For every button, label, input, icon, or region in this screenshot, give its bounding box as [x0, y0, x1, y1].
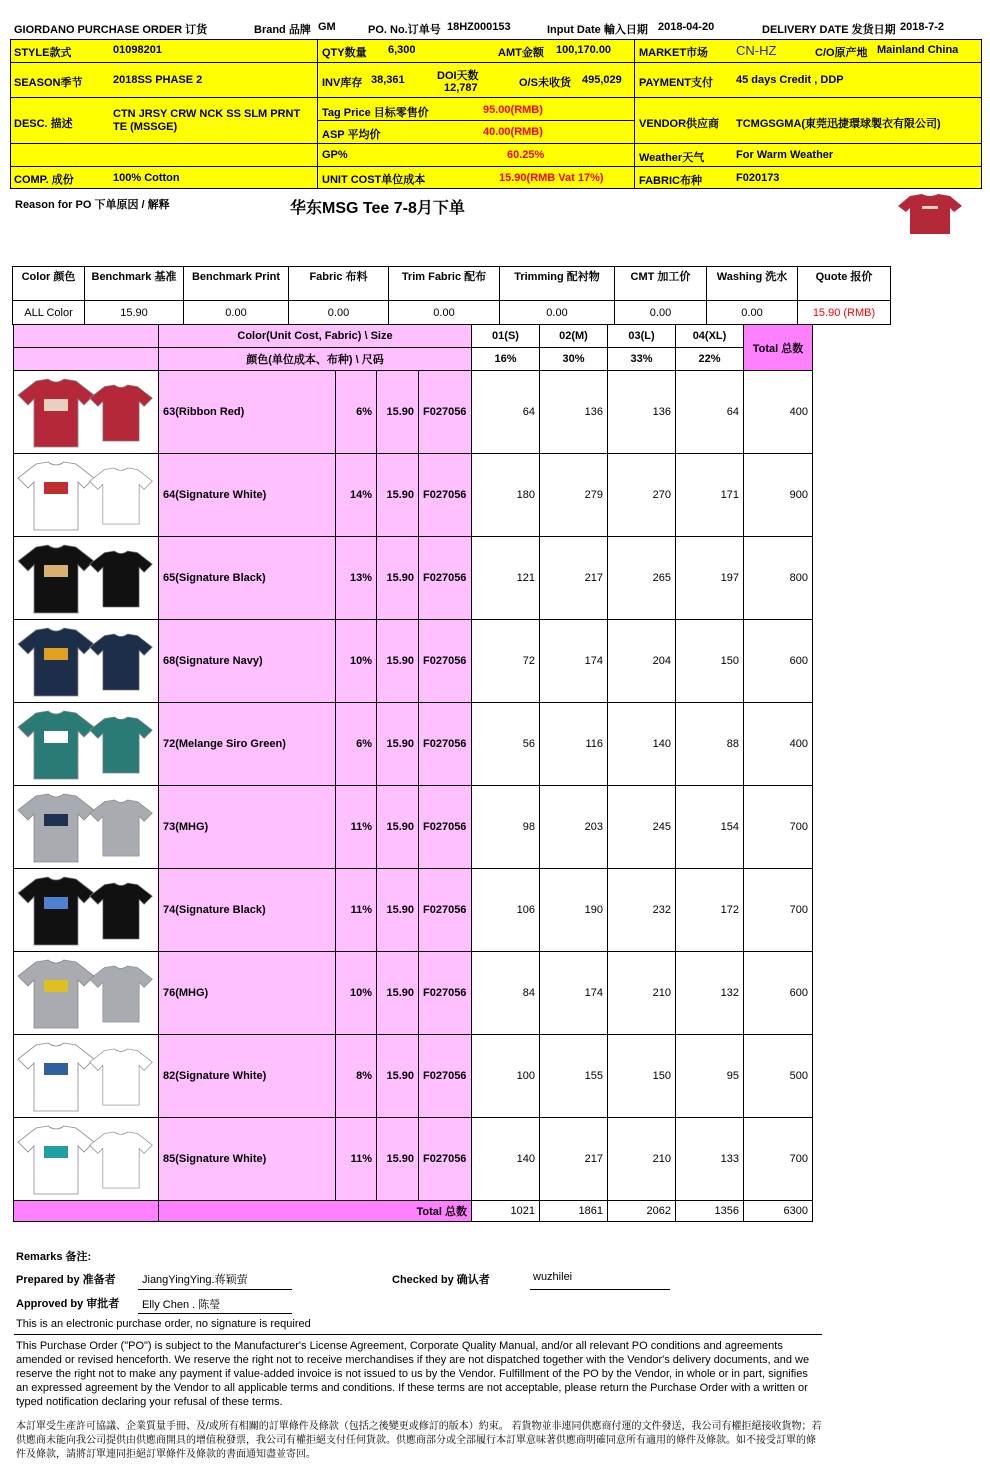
size-qty: 150 — [607, 1034, 676, 1118]
grid-header-color-cn: 颜色(单位成本、布种) \ 尺码 — [158, 347, 472, 371]
grid-header-color: Color(Unit Cost, Fabric) \ Size — [158, 324, 472, 348]
cost-value: 15.90 — [84, 300, 184, 325]
tag-price-value: 95.00(RMB) — [483, 104, 543, 116]
doi-value: 12,787 — [444, 82, 478, 94]
gp-label: GP% — [322, 149, 348, 161]
asp-label: ASP 平均价 — [322, 129, 381, 141]
row-total: 600 — [743, 619, 813, 703]
product-image — [13, 868, 159, 952]
tag-price-label: Tag Price 目标零售价 — [322, 107, 429, 119]
product-image — [13, 1117, 159, 1201]
size-pct: 33% — [607, 347, 676, 371]
unit-cost: 15.90 — [376, 619, 419, 703]
size-header: 01(S) — [471, 324, 540, 348]
row-total: 700 — [743, 785, 813, 869]
os-value: 495,029 — [582, 74, 622, 86]
size-pct: 16% — [471, 347, 540, 371]
size-qty: 174 — [539, 619, 608, 703]
cost-header: Color 颜色 — [12, 266, 85, 301]
brand-label: Brand 品牌 — [254, 24, 311, 36]
cost-header: CMT 加工价 — [614, 266, 707, 301]
electronic-note: This is an electronic purchase order, no signature is required — [16, 1318, 311, 1330]
amt-value: 100,170.00 — [556, 44, 612, 56]
cost-header: Trim Fabric 配布 — [388, 266, 500, 301]
unit-cost: 15.90 — [376, 1117, 419, 1201]
size-qty: 140 — [607, 702, 676, 786]
cost-header: Benchmark 基准 — [84, 266, 184, 301]
desc-value: CTN JRSY CRW NCK SS SLM PRNT TE (MSSGE) — [113, 108, 301, 133]
style-value: 01098201 — [113, 44, 162, 56]
row-total: 500 — [743, 1034, 813, 1118]
unit-cost-label: UNIT COST单位成本 — [322, 174, 426, 186]
cost-value: 0.00 — [288, 300, 389, 325]
size-qty: 180 — [471, 453, 540, 537]
size-qty: 64 — [471, 370, 540, 454]
color-name: 64(Signature White) — [158, 453, 336, 537]
vendor-label: VENDOR供应商 — [639, 118, 720, 130]
product-image — [13, 951, 159, 1035]
delivery-date-label: DELIVERY DATE 发货日期 — [762, 24, 896, 36]
color-name: 72(Melange Siro Green) — [158, 702, 336, 786]
season-label: SEASON季节 — [14, 77, 83, 89]
vendor-value: TCMGSGMA(東莞迅捷環球製衣有限公司) — [736, 118, 941, 130]
fabric-code: F027056 — [418, 1117, 472, 1201]
size-qty: 121 — [471, 536, 540, 620]
cost-header: Quote 报价 — [797, 266, 891, 301]
size-qty: 217 — [539, 1117, 608, 1201]
color-pct: 13% — [335, 536, 377, 620]
remarks-label: Remarks 备注: — [16, 1251, 92, 1263]
po-label: PO. No.订单号 — [368, 24, 441, 36]
size-qty: 210 — [607, 1117, 676, 1201]
total-row-blank — [13, 1200, 159, 1222]
size-qty: 155 — [539, 1034, 608, 1118]
fabric-code: F027056 — [418, 1034, 472, 1118]
row-total: 700 — [743, 1117, 813, 1201]
cost-value: 0.00 — [388, 300, 500, 325]
co-label: C/O原产地 — [815, 47, 868, 59]
amt-label: AMT金额 — [498, 47, 544, 59]
size-qty: 190 — [539, 868, 608, 952]
cost-value: 15.90 (RMB) — [797, 300, 891, 325]
size-qty: 136 — [539, 370, 608, 454]
market-label: MARKET市场 — [639, 47, 709, 59]
qty-label: QTY数量 — [322, 47, 367, 59]
terms-chinese: 本訂單受生產許可協議、企業質量手冊、及/或所有相關的訂單條件及條款（包括之後變更或修訂的版本）約束。 若貨物並非連同供應商付運的文件發送，我公司有權拒絕接收貨物；若供應商未能向我公司提供由供應商開具的增值稅發票，我公司有權拒絕支付任何貨款。供應商部分或全部履行本訂單意味著供應商明確同意所有適用的條件及條款。如不接受訂單的條件及條款，請將訂單連同拒絕訂單條件及條款的書面通知盡並寄回。 — [16, 1421, 822, 1460]
fabric-code: F027056 — [418, 370, 472, 454]
size-qty: 116 — [539, 702, 608, 786]
size-qty: 279 — [539, 453, 608, 537]
cost-value: 0.00 — [614, 300, 707, 325]
color-pct: 10% — [335, 951, 377, 1035]
fabric-code: F027056 — [418, 619, 472, 703]
inv-label: INV库存 — [322, 77, 363, 89]
row-total: 700 — [743, 868, 813, 952]
po-number: 18HZ000153 — [447, 21, 511, 33]
size-qty: 154 — [675, 785, 744, 869]
inv-value: 38,361 — [371, 74, 405, 86]
row-total: 400 — [743, 370, 813, 454]
cost-value: 0.00 — [499, 300, 615, 325]
color-name: 74(Signature Black) — [158, 868, 336, 952]
weather-label: Weather天气 — [639, 152, 705, 164]
unit-cost: 15.90 — [376, 868, 419, 952]
size-pct: 30% — [539, 347, 608, 371]
size-qty: 56 — [471, 702, 540, 786]
po-title: GIORDANO PURCHASE ORDER 订货 — [14, 24, 208, 36]
unit-cost: 15.90 — [376, 370, 419, 454]
checked-label: Checked by 确认者 — [392, 1274, 490, 1286]
total-header: Total 总数 — [743, 324, 813, 371]
size-qty: 217 — [539, 536, 608, 620]
cost-value: 0.00 — [706, 300, 798, 325]
os-label: O/S未收货 — [519, 77, 571, 89]
co-value: Mainland China — [877, 44, 959, 56]
size-qty: 95 — [675, 1034, 744, 1118]
fabric-label: FABRIC布种 — [639, 175, 702, 187]
size-qty: 136 — [607, 370, 676, 454]
size-qty: 140 — [471, 1117, 540, 1201]
payment-label: PAYMENT支付 — [639, 77, 713, 89]
checked-value: wuzhilei — [533, 1271, 573, 1283]
unit-cost: 15.90 — [376, 453, 419, 537]
grid-header-blank — [13, 347, 159, 371]
size-qty: 84 — [471, 951, 540, 1035]
product-image — [13, 785, 159, 869]
unit-cost: 15.90 — [376, 702, 419, 786]
unit-cost-value: 15.90(RMB Vat 17%) — [499, 172, 604, 184]
size-qty: 64 — [675, 370, 744, 454]
size-pct: 22% — [675, 347, 744, 371]
product-image — [13, 536, 159, 620]
cost-header: Washing 洗水 — [706, 266, 798, 301]
color-pct: 11% — [335, 1117, 377, 1201]
comp-value: 100% Cotton — [113, 172, 180, 184]
product-image — [13, 453, 159, 537]
product-image — [13, 1034, 159, 1118]
total-row-label: Total 总数 — [158, 1200, 472, 1222]
cost-value: ALL Color — [12, 300, 85, 325]
comp-label: COMP. 成份 — [14, 174, 74, 186]
fabric-code: F027056 — [418, 536, 472, 620]
color-name: 76(MHG) — [158, 951, 336, 1035]
cost-header: Fabric 布料 — [288, 266, 389, 301]
asp-value: 40.00(RMB) — [483, 126, 543, 138]
size-header: 03(L) — [607, 324, 676, 348]
cost-value: 0.00 — [183, 300, 289, 325]
color-name: 63(Ribbon Red) — [158, 370, 336, 454]
size-header: 02(M) — [539, 324, 608, 348]
fabric-code: F027056 — [418, 785, 472, 869]
reason-label: Reason for PO 下单原因 / 解释 — [15, 199, 170, 211]
size-qty: 210 — [607, 951, 676, 1035]
size-qty: 133 — [675, 1117, 744, 1201]
unit-cost: 15.90 — [376, 1034, 419, 1118]
size-qty: 232 — [607, 868, 676, 952]
desc-label: DESC. 描述 — [14, 118, 73, 130]
product-image — [13, 619, 159, 703]
reason-text: 华东MSG Tee 7-8月下单 — [290, 200, 465, 217]
size-qty: 265 — [607, 536, 676, 620]
color-name: 68(Signature Navy) — [158, 619, 336, 703]
size-qty: 174 — [539, 951, 608, 1035]
size-qty: 204 — [607, 619, 676, 703]
terms-english: This Purchase Order ("PO") is subject to the Manufacturer's License Agreement, Corporate Quality Manual, and/or all relevant PO conditions and agreements amended or revised henceforth. We reserve the right not to receive merchandises if they are not dispatched together with the Vendor's delivery documents, and we reserve the right not to make any payment if value-added invoice is not issued to us by the Vendor. Fulfillment of the PO by the Vendor, in whole or in part, signifies an expressed agreement by the Vendor to all applicable terms and conditions. If these terms are not acceptable, please return the Purchase Order with a written or typed notification declaring your refusal of these terms. — [16, 1340, 810, 1408]
size-qty: 98 — [471, 785, 540, 869]
color-name: 85(Signature White) — [158, 1117, 336, 1201]
product-image — [13, 702, 159, 786]
size-qty: 100 — [471, 1034, 540, 1118]
size-qty: 88 — [675, 702, 744, 786]
cost-header: Benchmark Print — [183, 266, 289, 301]
color-pct: 14% — [335, 453, 377, 537]
cost-header: Trimming 配衬物 — [499, 266, 615, 301]
brand-value: GM — [318, 21, 336, 33]
size-qty: 171 — [675, 453, 744, 537]
market-value: CN-HZ — [736, 43, 777, 58]
color-pct: 8% — [335, 1034, 377, 1118]
row-total: 800 — [743, 536, 813, 620]
payment-value: 45 days Credit , DDP — [736, 74, 844, 86]
approved-value: Elly Chen . 陈瑩 — [142, 1299, 221, 1311]
input-date: 2018-04-20 — [658, 21, 715, 33]
color-name: 65(Signature Black) — [158, 536, 336, 620]
column-total: 6300 — [743, 1200, 813, 1222]
product-image — [13, 370, 159, 454]
prepared-value: JiangYingYing.蒋颖萤 — [142, 1274, 248, 1286]
fabric-code: F027056 — [418, 951, 472, 1035]
color-name: 82(Signature White) — [158, 1034, 336, 1118]
doi-label: DOI天数 — [437, 70, 479, 82]
size-qty: 203 — [539, 785, 608, 869]
size-qty: 132 — [675, 951, 744, 1035]
unit-cost: 15.90 — [376, 951, 419, 1035]
row-total: 600 — [743, 951, 813, 1035]
size-qty: 72 — [471, 619, 540, 703]
fabric-code: F027056 — [418, 702, 472, 786]
fabric-code: F027056 — [418, 868, 472, 952]
color-pct: 6% — [335, 370, 377, 454]
column-total: 1021 — [471, 1200, 540, 1222]
row-total: 400 — [743, 702, 813, 786]
color-pct: 10% — [335, 619, 377, 703]
size-qty: 245 — [607, 785, 676, 869]
size-qty: 150 — [675, 619, 744, 703]
fabric-value: F020173 — [736, 172, 780, 184]
product-thumbnail — [896, 192, 964, 236]
gp-value: 60.25% — [507, 149, 545, 161]
size-qty: 172 — [675, 868, 744, 952]
size-qty: 106 — [471, 868, 540, 952]
grid-header-blank — [13, 324, 159, 348]
color-pct: 11% — [335, 868, 377, 952]
style-label: STYLE款式 — [14, 47, 72, 59]
size-header: 04(XL) — [675, 324, 744, 348]
column-total: 2062 — [607, 1200, 676, 1222]
row-total: 900 — [743, 453, 813, 537]
column-total: 1356 — [675, 1200, 744, 1222]
color-pct: 6% — [335, 702, 377, 786]
fabric-code: F027056 — [418, 453, 472, 537]
unit-cost: 15.90 — [376, 785, 419, 869]
size-qty: 197 — [675, 536, 744, 620]
size-qty: 270 — [607, 453, 676, 537]
color-name: 73(MHG) — [158, 785, 336, 869]
column-total: 1861 — [539, 1200, 608, 1222]
qty-value: 6,300 — [388, 44, 416, 56]
season-value: 2018SS PHASE 2 — [113, 74, 203, 86]
unit-cost: 15.90 — [376, 536, 419, 620]
input-date-label: Input Date 輸入日期 — [547, 24, 648, 36]
delivery-date: 2018-7-2 — [900, 21, 945, 33]
approved-label: Approved by 审批者 — [16, 1298, 120, 1310]
weather-value: For Warm Weather — [736, 149, 834, 161]
color-pct: 11% — [335, 785, 377, 869]
prepared-label: Prepared by 准备者 — [16, 1274, 116, 1286]
